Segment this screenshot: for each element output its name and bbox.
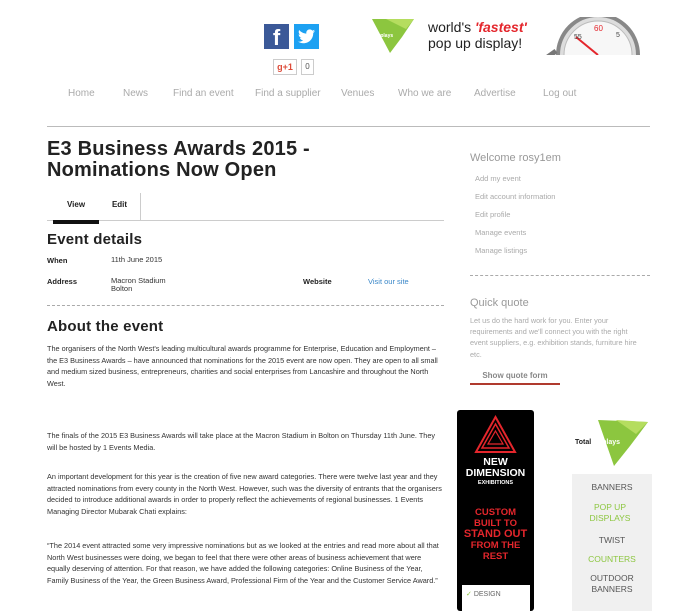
top-ad-headline: world's 'fastest' pop up display! bbox=[428, 19, 527, 51]
total-displays-ad[interactable] bbox=[572, 416, 652, 611]
website-label: Website bbox=[303, 277, 332, 286]
when-label: When bbox=[47, 256, 68, 265]
td-logo-text: TotalDisplays bbox=[575, 439, 620, 446]
about-paragraph-1: The organisers of the North West's leading multicultural awards programme for Enterprise, Education and Employment – the E3 Business Awards – have announced that nominations for the 2015 event are now open. They are open to all small and medium sized business, entrepreneurs, charities and social enterprises from Lancashire and throughout the North West. bbox=[47, 344, 438, 388]
nav-find-supplier[interactable]: Find a supplier bbox=[255, 88, 321, 99]
svg-text:5: 5 bbox=[616, 32, 620, 39]
nav-who-we-are[interactable]: Who we are bbox=[398, 88, 452, 99]
nd-subtitle: EXHIBITIONS bbox=[477, 480, 514, 486]
details-divider bbox=[47, 305, 444, 306]
td-item-twist: TWIST bbox=[598, 535, 626, 545]
td-item-counters: COUNTERS bbox=[588, 554, 636, 564]
top-ad-logo-text: TotalDisplays bbox=[361, 33, 394, 39]
event-details-heading: Event details bbox=[47, 231, 143, 248]
td-item-outdoor-banners: OUTDOOR BANNERS bbox=[590, 573, 634, 594]
manage-listings-link[interactable]: Manage listings bbox=[475, 246, 528, 255]
nav-find-event[interactable]: Find an event bbox=[173, 88, 234, 99]
google-plus-button[interactable]: g+1 bbox=[273, 59, 297, 75]
td-product-menu bbox=[572, 474, 652, 611]
address-line-1: Macron Stadium bbox=[111, 276, 166, 285]
nav-log-out[interactable]: Log out bbox=[543, 88, 577, 99]
nav-venues[interactable]: Venues bbox=[341, 88, 375, 99]
account-links bbox=[475, 174, 555, 264]
welcome-text: Welcome rosy1em bbox=[470, 152, 561, 164]
tab-view[interactable]: View bbox=[53, 193, 99, 220]
stopwatch-icon bbox=[536, 17, 650, 55]
triangle-logo-icon bbox=[474, 415, 517, 455]
twitter-icon[interactable] bbox=[294, 24, 319, 49]
nav-home[interactable]: Home bbox=[68, 88, 95, 99]
add-my-event-link[interactable]: Add my event bbox=[475, 174, 521, 183]
nd-title: NEW DIMENSION bbox=[465, 456, 526, 479]
svg-text:55: 55 bbox=[574, 34, 582, 41]
about-paragraph-3: An important development for this year is the creation of five new award categories. There were twelve last year and they attracted nominations from every county in the North West. However, such was the diversity of entrants that the organisers decided to introduce additional awards in order to properly reflect the achievements of regional businesses. 1 Events Managing Director Mubarak Chati explains: bbox=[47, 472, 442, 516]
tab-edit[interactable]: Edit bbox=[99, 193, 141, 220]
main-nav bbox=[47, 88, 650, 102]
nav-news[interactable]: News bbox=[123, 88, 149, 99]
nd-design-item: ✓ DESIGN bbox=[462, 585, 530, 611]
google-plus-count: 0 bbox=[301, 59, 314, 75]
header-divider bbox=[47, 126, 650, 127]
address-label: Address bbox=[47, 277, 78, 286]
about-paragraph-4: “The 2014 event attracted some very impressive nominations but as we looked at the entries and read more about all that North West businesses were doing, we began to feel that there were other areas of business achievement that were equally deserving of attention. For that reason, we have added the following categories: Online Business of the Year, Family Business of the Year, the Green Business Award, Professional Firm of the Year and the Customer Service Award.” bbox=[47, 541, 439, 585]
quick-quote-title: Quick quote bbox=[470, 297, 529, 309]
address-line-2: Bolton bbox=[111, 284, 133, 293]
website-link[interactable]: Visit our site bbox=[368, 277, 409, 286]
tab-bar bbox=[47, 193, 444, 221]
new-dimension-ad[interactable] bbox=[457, 410, 534, 611]
when-value: 11th June 2015 bbox=[111, 255, 163, 264]
td-item-pop-up-displays: POP UP DISPLAYS bbox=[589, 502, 631, 523]
edit-profile-link[interactable]: Edit profile bbox=[475, 210, 511, 219]
facebook-icon[interactable]: f bbox=[264, 24, 289, 49]
page-title: E3 Business Awards 2015 - Nominations Now Open bbox=[47, 138, 310, 181]
edit-account-link[interactable]: Edit account information bbox=[475, 192, 556, 201]
sidebar-divider bbox=[470, 275, 650, 276]
svg-text:60: 60 bbox=[594, 24, 603, 33]
quick-quote-text: Let us do the hard work for you. Enter your requirements and we'll connect you with the right event suppliers, e.g. exhibition stands, furniture hire etc. bbox=[470, 316, 637, 359]
about-paragraph-2: The finals of the 2015 E3 Business Awards will take place at the Macron Stadium in Bolton on Thursday 11th June. They will be hosted by 1 Events Media. bbox=[47, 431, 436, 452]
nav-advertise[interactable]: Advertise bbox=[474, 88, 516, 99]
nd-slogan: CUSTOM BUILT TO STAND OUT FROM THE REST bbox=[463, 507, 528, 562]
about-heading: About the event bbox=[47, 318, 164, 335]
top-banner-ad[interactable] bbox=[356, 17, 650, 55]
td-item-banners: BANNERS bbox=[591, 482, 633, 492]
manage-events-link[interactable]: Manage events bbox=[475, 228, 527, 237]
show-quote-form-button[interactable]: Show quote form bbox=[470, 368, 560, 385]
